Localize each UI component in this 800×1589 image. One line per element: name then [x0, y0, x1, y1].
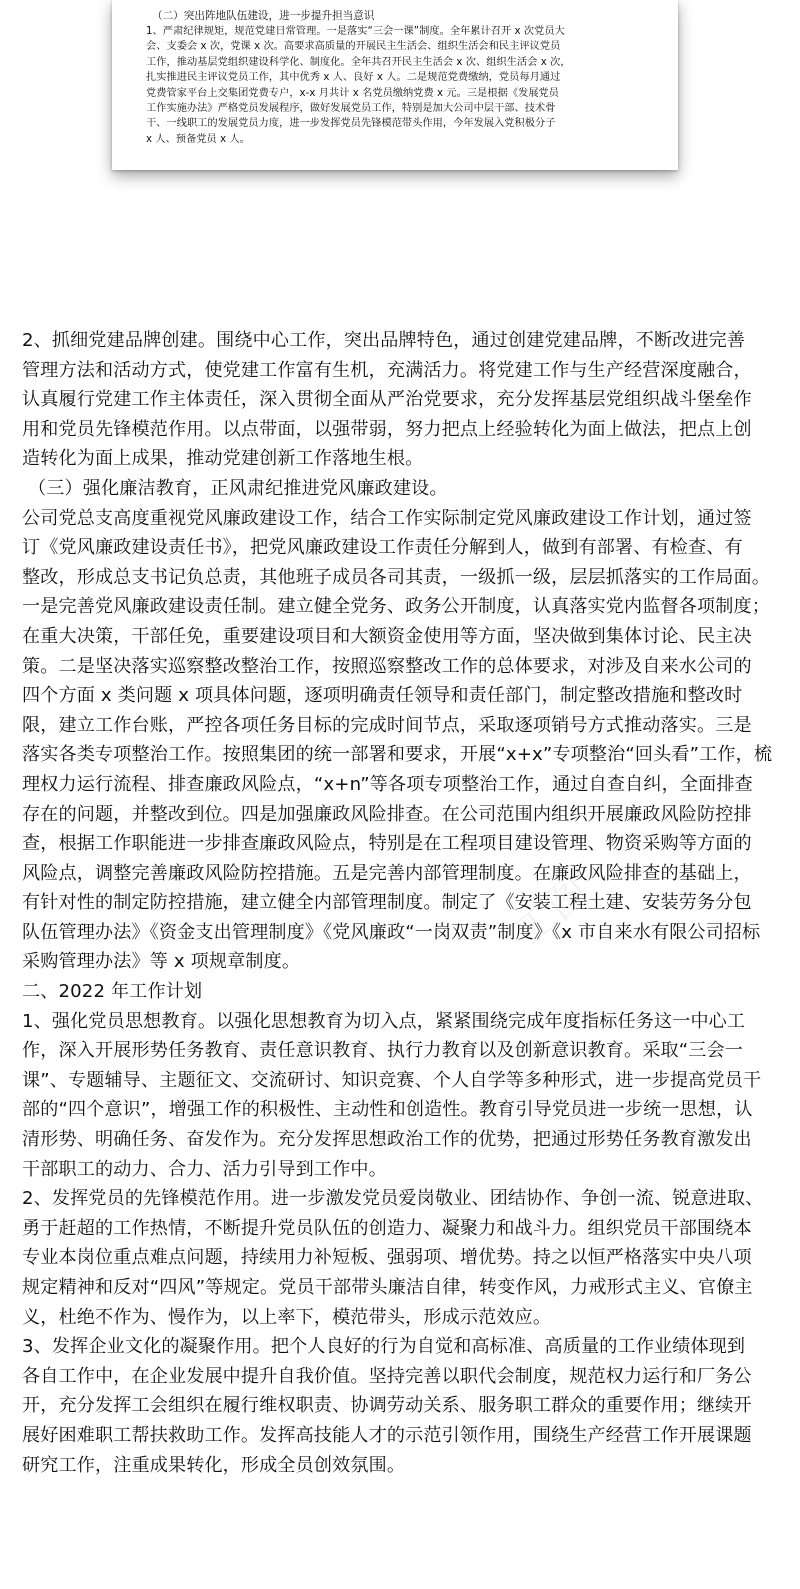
body-line: 存在的问题，并整改到位。四是加强廉政风险排查。在公司范围内组织开展廉政风险防控排 — [22, 803, 752, 825]
body-line: 1、强化党员思想教育。以强化思想教育为切入点，紧紧围绕完成年度指标任务这一中心工 — [22, 1010, 746, 1032]
document-body — [22, 326, 778, 1480]
body-line: 整改，形成总支书记负总责，其他班子成员各司其责，一级抓一级，层层抓落实的工作局面。 — [22, 566, 770, 588]
body-line: 展好困难职工帮扶救助工作。发挥高技能人才的示范引领作用，围绕生产经营工作开展课题 — [22, 1424, 752, 1446]
preview-line: 扎实推进民主评议党员工作，其中优秀 x 人、良好 x 人。二是规范党费缴纳，党员每月通过 — [146, 72, 561, 84]
preview-line: 干、一线职工的发展党员力度，进一步发挥党员先锋模范带头作用，今年发展入党积极分子 — [146, 118, 556, 130]
body-line: 勇于赶超的工作热情，不断提升党员队伍的创造力、凝聚力和战斗力。组织党员干部围绕本 — [22, 1217, 752, 1239]
body-line: 在重大决策，干部任免，重要建设项目和大额资金使用等方面，坚决做到集体讨论、民主决 — [22, 625, 752, 647]
body-line: 限，建立工作台账，严控各项任务目标的完成时间节点，采取逐项销号方式推动落实。三是 — [22, 714, 752, 736]
body-line: 部的“四个意识”，增强工作的积极性、主动性和创造性。教育引导党员进一步统一思想，认 — [22, 1099, 753, 1121]
body-line: 认真履行党建工作主体责任，深入贯彻全面从严治党要求，充分发挥基层党组织战斗堡垒作 — [22, 389, 752, 411]
section-heading: 二、2022 年工作计划 — [22, 981, 203, 1003]
body-line: 3、发挥企业文化的凝聚作用。把个人良好的行为自觉和高标准、高质量的工作业绩体现到 — [22, 1336, 746, 1358]
body-line: 有针对性的制定防控措施，建立健全内部管理制度。制定了《安装工程土建、安装劳务分包 — [22, 892, 752, 914]
body-line: 造转化为面上成果，推动党建创新工作落地生根。 — [22, 448, 424, 470]
document-preview-card — [112, 0, 678, 170]
preview-heading: （二）突出阵地队伍建设，进一步提升担当意识 — [152, 10, 375, 22]
body-line: 落实各类专项整治工作。按照集团的统一部署和要求，开展“x+x”专项整治“回头看”工作，梳 — [22, 744, 773, 766]
watermark: 工图 — [506, 867, 598, 955]
preview-line: 工作实施办法》严格党员发展程序，做好发展党员工作，特别是加大公司中层干部、技术骨 — [146, 103, 556, 115]
body-line: 清形势、明确任务、奋发作为。充分发挥思想政治工作的优势，把通过形势任务教育激发出 — [22, 1129, 752, 1151]
preview-line: 党费管家平台上交集团党费专户，x-x 月共计 x 名党员缴纳党费 x 元。三是根据《发展党员 — [146, 87, 560, 99]
body-line: 四个方面 x 类问题 x 项具体问题，逐项明确责任领导和责任部门，制定整改措施和整改时 — [22, 685, 743, 707]
body-line: 查，根据工作职能进一步排查廉政风险点，特别是在工程项目建设管理、物资采购等方面的 — [22, 833, 752, 855]
body-line: 2、抓细党建品牌创建。围绕中心工作，突出品牌特色，通过创建党建品牌，不断改进完善 — [22, 330, 746, 351]
body-line: 专业本岗位重点难点问题，持续用力补短板、强弱项、增优势。持之以恒严格落实中央八项 — [22, 1247, 752, 1269]
body-line: 采购管理办法》等 x 项规章制度。 — [22, 951, 301, 973]
body-line: 干部职工的动力、合力、活力引导到工作中。 — [22, 1158, 387, 1180]
preview-line: x 人、预备党员 x 人。 — [146, 133, 250, 145]
preview-line: 工作，推动基层党组织建设科学化、制度化。全年共召开民主生活会 x 次、组织生活会 x 次， — [146, 56, 571, 68]
body-line: 队伍管理办法》《资金支出管理制度》《党风廉政“一岗双责”制度》《x 市自来水有限公司招标 — [22, 921, 761, 943]
body-line: 2、发挥党员的先锋模范作用。进一步激发党员爱岗敬业、团结协作、争创一流、锐意进取、 — [22, 1188, 764, 1210]
body-line: 理权力运行流程、排查廉政风险点，“x+n”等各项专项整治工作，通过自查自纠，全面排查 — [22, 773, 753, 795]
body-line: 各自工作中，在企业发展中提升自我价值。坚持完善以职代会制度，规范权力运行和厂务公 — [22, 1365, 752, 1387]
body-line: 一是完善党风廉政建设责任制。建立健全党务、政务公开制度，认真落实党内监督各项制度； — [22, 596, 770, 618]
preview-line: 1、严肃纪律规矩，规范党建日常管理。一是落实“三会一课”制度。全年累计召开 x 次党员大 — [146, 26, 565, 37]
body-line: 开，充分发挥工会组织在履行维权职责、协调劳动关系、服务职工群众的重要作用；继续开 — [22, 1395, 752, 1417]
body-line: 公司党总支高度重视党风廉政建设工作，结合工作实际制定党风廉政建设工作计划，通过签 — [22, 507, 752, 529]
body-line: 作，深入开展形势任务教育、责任意识教育、执行力教育以及创新意识教育。采取“三会一 — [22, 1040, 744, 1062]
body-line: 策。二是坚决落实巡察整改整治工作，按照巡察整改工作的总体要求，对涉及自来水公司的 — [22, 655, 752, 677]
section-heading: （三）强化廉洁教育，正风肃纪推进党风廉政建设。 — [28, 477, 448, 499]
body-line: 课”、专题辅导、主题征文、交流研讨、知识竞赛、个人自学等多种形式，进一步提高党员干 — [22, 1069, 762, 1091]
body-line: 用和党员先锋模范作用。以点带面，以强带弱，努力把点上经验转化为面上做法，把点上创 — [22, 418, 752, 440]
body-line: 义，杜绝不作为、慢作为，以上率下，模范带头，形成示范效应。 — [22, 1306, 552, 1328]
body-line: 订《党风廉政建设责任书》，把党风廉政建设工作责任分解到人，做到有部署、有检查、有 — [22, 537, 743, 559]
body-line: 规定精神和反对“四风”等规定。党员干部带头廉洁自律，转变作风，力戒形式主义、官僚主 — [22, 1277, 753, 1298]
body-line: 研究工作，注重成果转化，形成全员创效氛围。 — [22, 1454, 406, 1476]
preview-line: 会、支委会 x 次，党课 x 次。高要求高质量的开展民主生活会、组织生活会和民主评议党员 — [146, 41, 561, 53]
body-line: 风险点，调整完善廉政风险防控措施。五是完善内部管理制度。在廉政风险排查的基础上， — [22, 862, 752, 884]
body-line: 管理方法和活动方式，使党建工作富有生机，充满活力。将党建工作与生产经营深度融合， — [22, 359, 752, 381]
